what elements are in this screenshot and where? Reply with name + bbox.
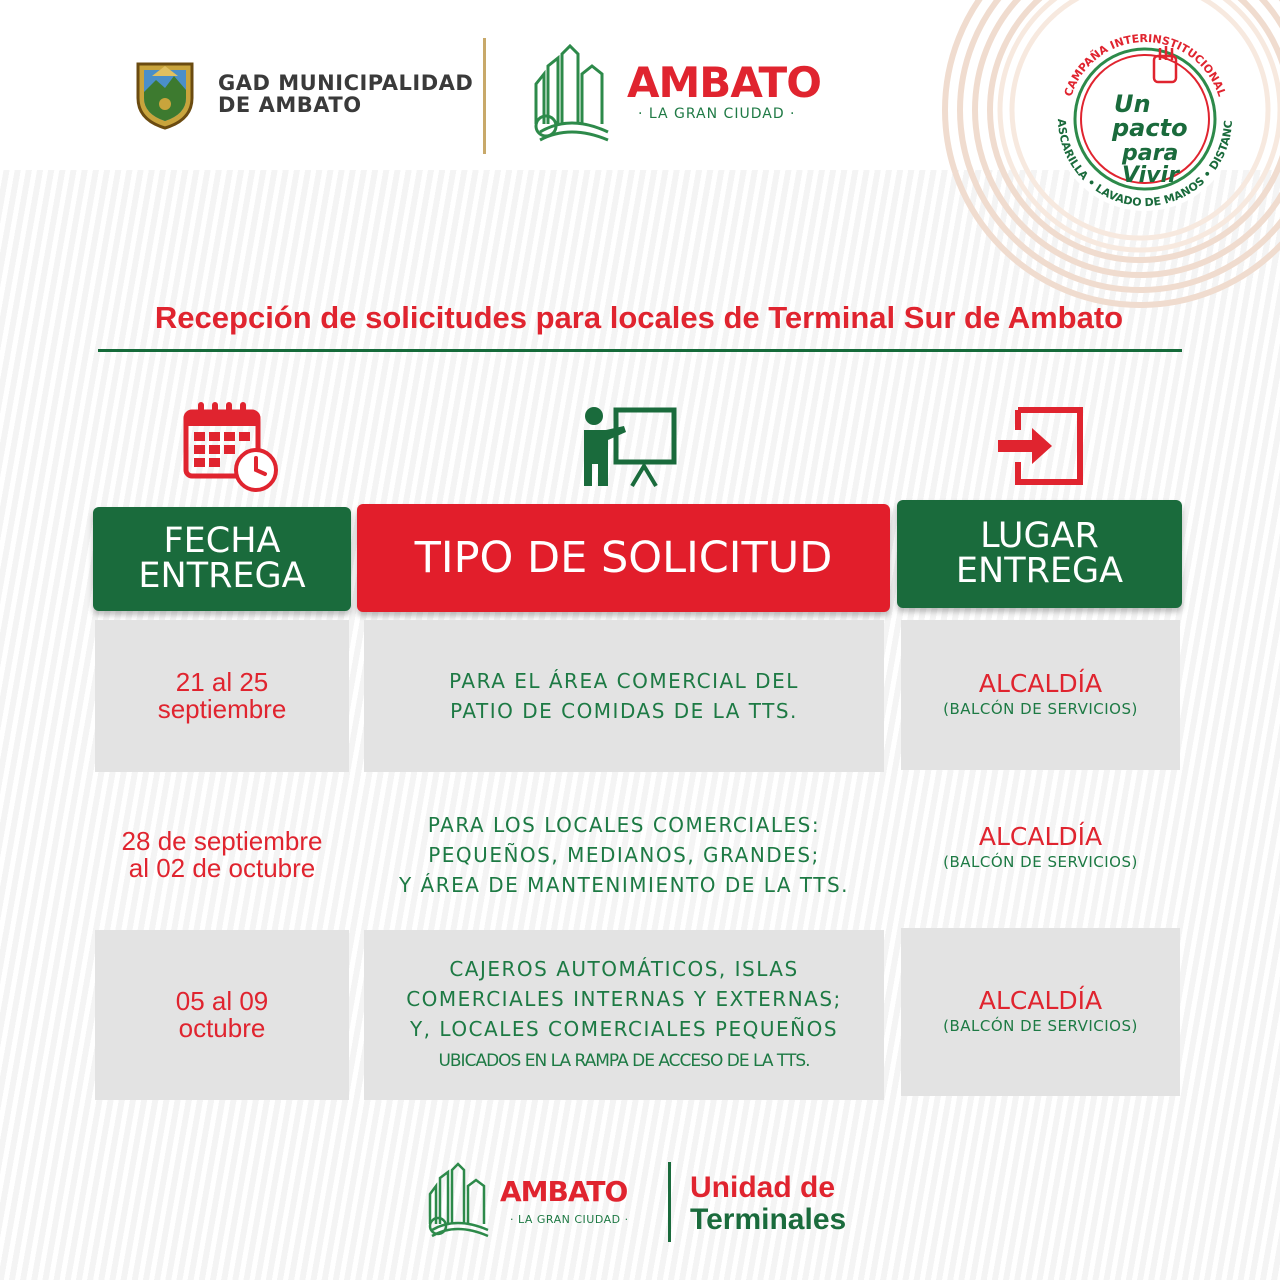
title-underline: [98, 349, 1182, 352]
badge-arc-top: CAMPAÑA INTERINSTITUCIONAL: [1061, 31, 1229, 99]
badge-line4: Vivir: [1122, 163, 1179, 188]
row1-place-sub: (BALCÓN DE SERVICIOS): [943, 700, 1138, 718]
footer-brand-title: AMBATO: [500, 1175, 628, 1208]
row3-desc-line1: CAJEROS AUTOMÁTICOS, ISLAS: [449, 957, 799, 981]
row2-date-line1: 28 de septiembre: [121, 826, 323, 856]
row1-date-line1: 21 al 25: [175, 667, 269, 697]
org-name-line2: DE AMBATO: [218, 93, 362, 117]
row3-desc-cell: [364, 930, 884, 1100]
row2-desc-line1: PARA LOS LOCALES COMERCIALES:: [427, 813, 821, 837]
row3-desc-line4: UBICADOS EN LA RAMPA DE ACCESO DE LA TTS.: [438, 1051, 810, 1071]
column-header-place-line2: ENTREGA: [955, 551, 1124, 591]
row1-desc-cell: [364, 620, 884, 772]
badge-line1: Un: [1114, 90, 1151, 118]
badge-line2: pacto: [1112, 114, 1188, 142]
entry-arrow-icon: [996, 406, 1084, 486]
campaign-badge: [1040, 14, 1250, 224]
brand-subtitle: · LA GRAN CIUDAD ·: [638, 106, 796, 122]
row1-desc-line1: PARA EL ÁREA COMERCIAL DEL: [449, 669, 799, 693]
column-header-date-line1: FECHA: [163, 521, 281, 561]
row1-date-line2: septiembre: [157, 694, 287, 724]
campaign-badge-graphic: [1040, 14, 1250, 224]
footer-unit-name: [690, 1172, 846, 1236]
column-header-type-label: TIPO DE SOLICITUD: [414, 533, 833, 583]
row1-date-cell: [95, 620, 349, 772]
row1-place-cell: [901, 620, 1180, 770]
column-header-type: [357, 504, 890, 612]
row2-place: ALCALDÍA: [978, 822, 1103, 851]
row2-place-sub: (BALCÓN DE SERVICIOS): [943, 853, 1138, 871]
municipal-seal-icon: [134, 58, 196, 130]
row2-date-line2: al 02 de octubre: [128, 853, 316, 883]
footer-divider: [668, 1162, 671, 1242]
row3-date-cell: [95, 930, 349, 1100]
page-title: Recepción de solicitudes para locales de Terminal Sur de Ambato: [154, 300, 1124, 335]
org-name-line1: GAD MUNICIPALIDAD: [218, 71, 474, 95]
row3-desc-line2: COMERCIALES INTERNAS Y EXTERNAS;: [406, 987, 842, 1011]
header-divider: [483, 38, 486, 154]
row3-date-line1: 05 al 09: [175, 986, 269, 1016]
column-header-place: [897, 500, 1182, 608]
row2-place-cell: [901, 778, 1180, 918]
calendar-clock-icon: [182, 398, 282, 494]
row1-desc-line2: PATIO DE COMIDAS DE LA TTS.: [450, 699, 798, 723]
row3-place: ALCALDÍA: [978, 986, 1103, 1015]
row3-place-sub: (BALCÓN DE SERVICIOS): [943, 1017, 1138, 1035]
footer-unit-line2: Terminales: [690, 1203, 847, 1236]
badge-line3: para: [1122, 141, 1179, 166]
row2-desc-cell: [364, 780, 884, 930]
row3-place-cell: [901, 928, 1180, 1096]
row2-desc-line3: Y ÁREA DE MANTENIMIENTO DE LA TTS.: [398, 873, 850, 897]
row2-desc-line2: PEQUEÑOS, MEDIANOS, GRANDES;: [428, 843, 820, 867]
org-name: [218, 72, 473, 116]
row1-place: ALCALDÍA: [978, 669, 1103, 698]
footer-brand-subtitle: · LA GRAN CIUDAD ·: [510, 1213, 629, 1226]
footer-unit-line1: Unidad de: [690, 1171, 836, 1204]
badge-arc-bottom: ASCARILLA • LAVADO DE MANOS • DISTANC: [1054, 118, 1236, 210]
column-header-place-line1: LUGAR: [980, 516, 1099, 556]
column-header-date: [93, 507, 351, 611]
brand-title: AMBATO: [627, 58, 821, 107]
presentation-board-icon: [580, 404, 680, 490]
column-header-date-line2: ENTREGA: [138, 556, 306, 596]
gad-logo: [134, 58, 473, 130]
row3-desc-line3: Y, LOCALES COMERCIALES PEQUEÑOS: [409, 1017, 839, 1041]
row3-date-line2: octubre: [178, 1013, 266, 1043]
row2-date-cell: [95, 780, 349, 930]
